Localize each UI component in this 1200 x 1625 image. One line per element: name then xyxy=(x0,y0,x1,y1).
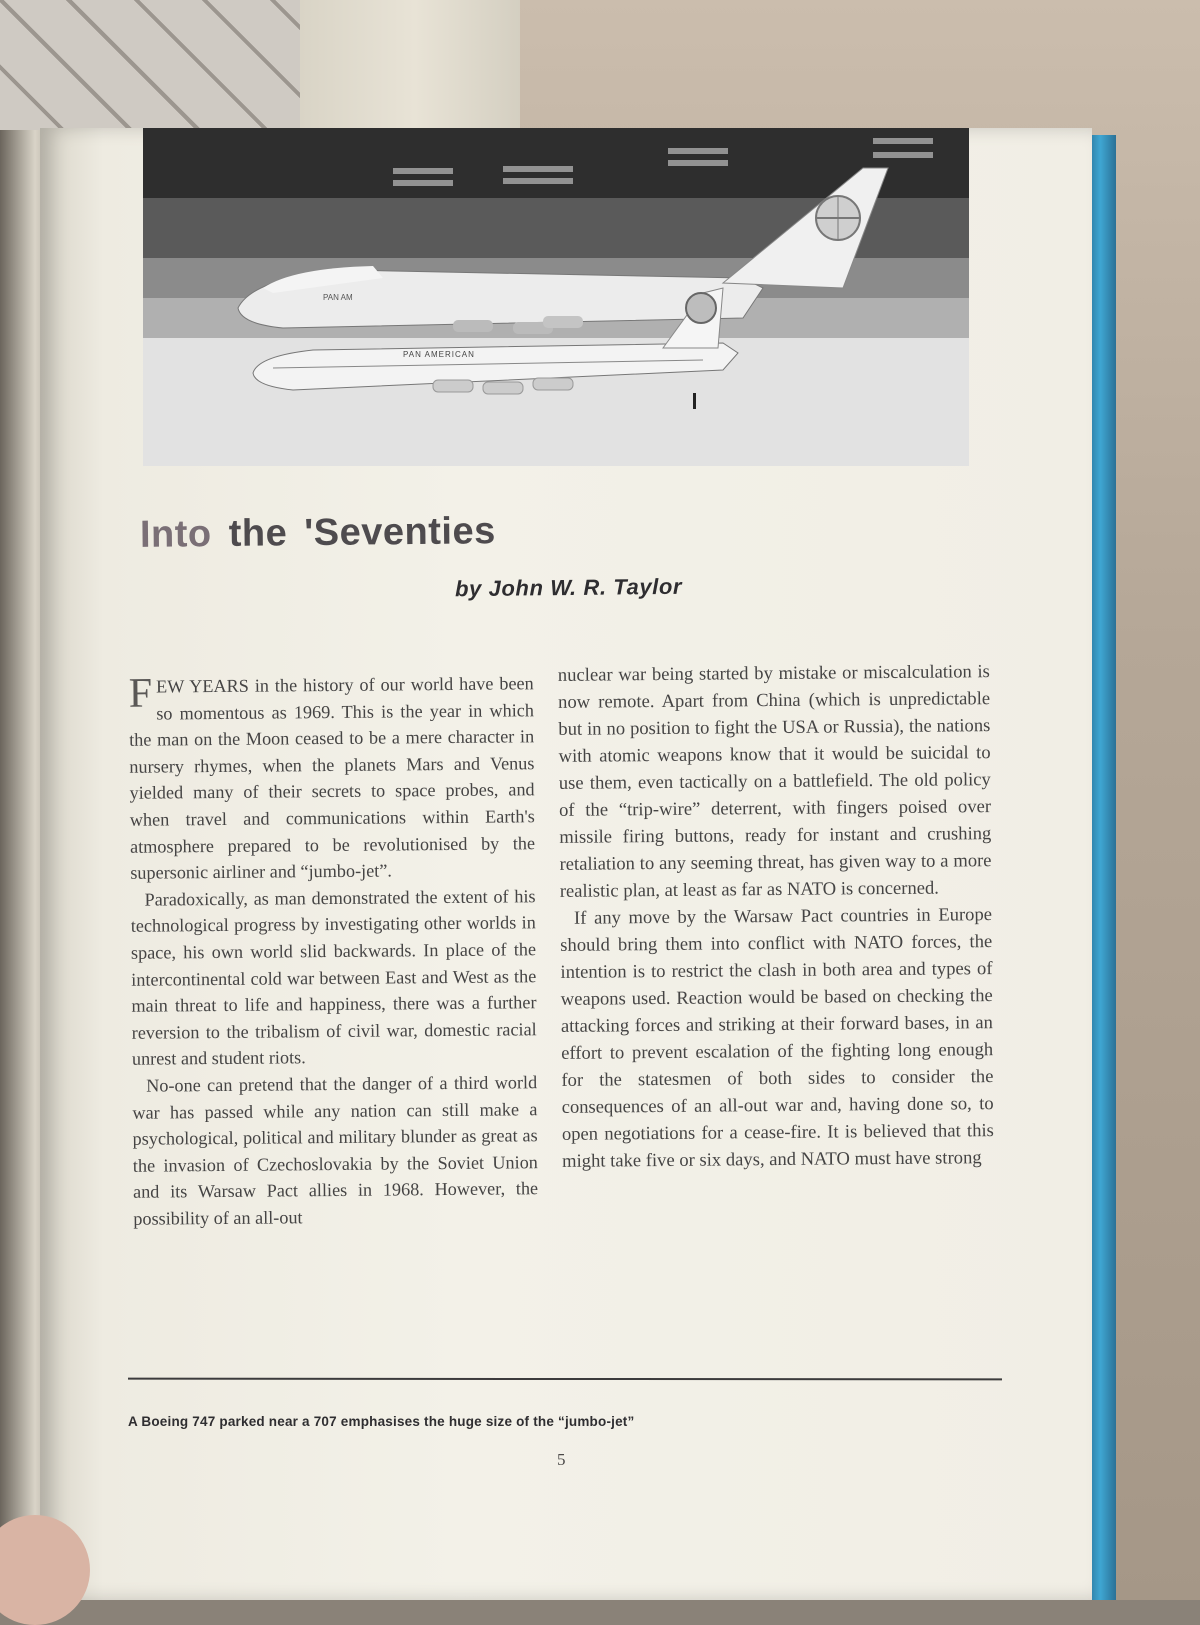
paragraph xyxy=(129,670,536,886)
text-column-right xyxy=(558,658,994,1175)
title-part2: the 'Seventies xyxy=(228,510,496,555)
photo-caption: A Boeing 747 parked near a 707 emphasises the huge size of the “jumbo-jet” xyxy=(128,1414,635,1429)
drop-cap: F xyxy=(128,670,153,717)
livery-707-text: PAN AMERICAN xyxy=(403,350,475,359)
aircraft-photo xyxy=(143,128,969,466)
paragraph-text: EW YEARS in the history of our world have been so momentous as 1969. This is the year in which the man on the Moon ceased to be a mere character in nursery rhymes, when the planets Mars and Venus yielded many of their secrets to space probes, and when travel and communications within Earth's atmosphere prepared to be revolutionised by the supersonic airliner and “jumbo-jet”. xyxy=(129,673,536,883)
article-title xyxy=(140,510,496,557)
article-byline: by John W. R. Taylor xyxy=(454,573,683,602)
book-cover-edge xyxy=(1090,135,1116,1600)
paragraph: Paradoxically, as man demonstrated the extent of his technological progress by investigating other worlds in space, his own world slid backwards. In place of the intercontinental cold war between East and West as the main threat to life and happiness, there was a further reversion to the tribalism of civil war, domestic racial unrest and student riots. xyxy=(130,885,537,1070)
livery-747-text: PAN AM xyxy=(323,293,353,302)
paragraph: nuclear war being started by mistake or miscalculation is now remote. Apart from China (which is unpredictable but in no position to fight the USA or Russia), the nations with atomic weapons know that it would be suicidal to use them, even tactically on a battlefield. The old policy of the “trip-wire” deterrent, with fingers poised over missile firing buttons, ready for instant and crushing retaliation to any seeming threat, has given way to a more realistic plan, at least as far as NATO is concerned. xyxy=(557,661,992,902)
aircraft-illustration xyxy=(143,128,969,466)
title-part1: Into xyxy=(139,513,212,556)
paragraph: No-one can pretend that the danger of a third world war has passed while any nation can still make a psychological, political and military blunder as great as the invasion of Czechoslovakia by the Soviet Union and its Warsaw Pact allies in 1968. However, the possibility of an all-out xyxy=(132,1072,539,1229)
paragraph: If any move by the Warsaw Pact countries in Europe should bring them into conflict with NATO forces, the intention is to restrict the clash in both area and types of weapons used. Reaction would be based on checking the attacking forces and striking at their forward bases, in an effort to prevent escalation of the fighting long enough for the statesmen of both sides to consider the consequences of an all-out war and, having done so, to open negotiations for a cease-fire. It is believed that this might take five or six days, and NATO must have strong xyxy=(560,904,994,1172)
text-column-left xyxy=(129,670,539,1232)
page-number: 5 xyxy=(557,1450,566,1469)
